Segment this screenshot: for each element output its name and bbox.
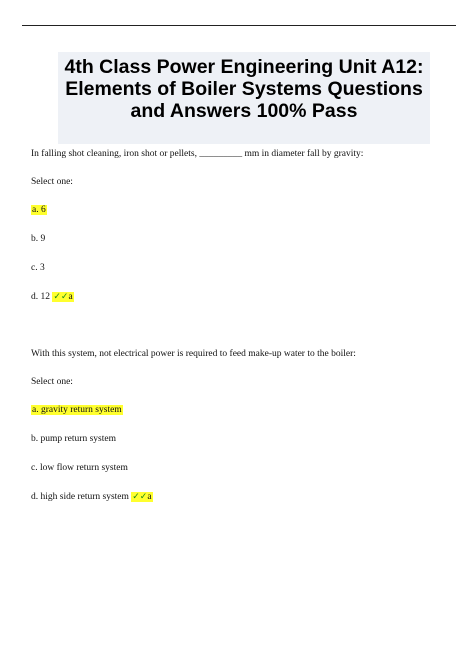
document-title <box>58 56 430 122</box>
question-2-prompt: With this system, not electrical power is required to feed make-up water to the boiler: <box>31 349 356 359</box>
question-1-prompt: In falling shot cleaning, iron shot or pellets, _________ mm in diameter fall by gravity: <box>31 149 364 159</box>
question-1-option-d[interactable] <box>31 291 74 303</box>
question-2-option-b[interactable]: b. pump return system <box>31 434 116 444</box>
answer-letter: a <box>147 492 152 502</box>
question-2-select-label: Select one: <box>31 377 73 387</box>
question-2-option-c[interactable]: c. low flow return system <box>31 463 128 473</box>
double-check-icon: ✓✓a <box>132 492 152 502</box>
question-1-option-c[interactable]: c. 3 <box>31 263 45 273</box>
question-1-option-a[interactable] <box>31 204 47 216</box>
title-line-2: Elements of Boiler Systems Questions <box>65 78 423 100</box>
title-line-1: 4th Class Power Engineering Unit A12: <box>64 56 424 78</box>
question-1-option-b[interactable]: b. 9 <box>31 234 46 244</box>
double-check-icon: ✓✓a <box>53 292 73 302</box>
question-2-option-a[interactable] <box>31 404 123 416</box>
option-d-label: d. high side return system <box>31 492 129 502</box>
answer-letter: a <box>68 292 73 302</box>
question-2-option-d[interactable] <box>31 491 153 503</box>
selected-answer-highlight: a. gravity return system <box>32 405 122 415</box>
top-divider <box>22 25 456 26</box>
option-d-label: d. 12 <box>31 292 50 302</box>
title-line-3: and Answers 100% Pass <box>130 100 358 122</box>
question-1-select-label: Select one: <box>31 177 73 187</box>
selected-answer-highlight: a. 6 <box>32 205 46 215</box>
